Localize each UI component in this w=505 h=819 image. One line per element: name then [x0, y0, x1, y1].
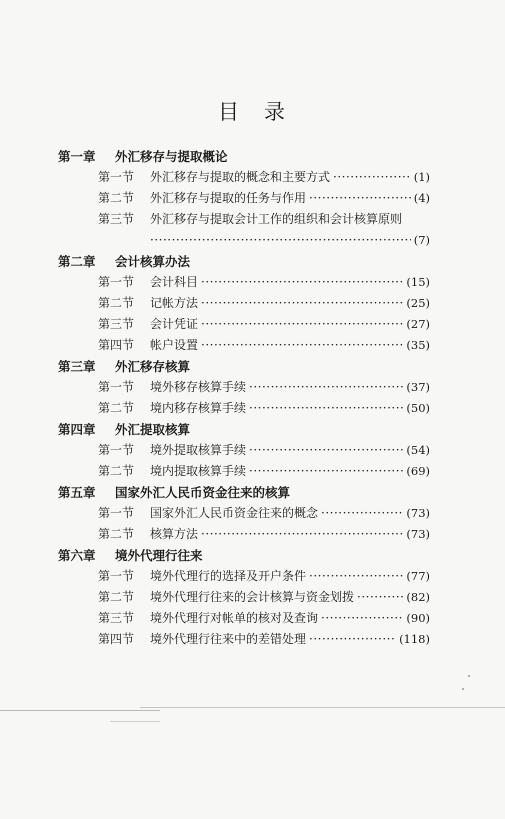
- scan-speck: [462, 688, 464, 690]
- section-number: 第一节: [98, 506, 135, 520]
- toc-entry: [58, 398, 430, 419]
- section-title: 国家外汇人民币资金往来的概念: [150, 506, 319, 520]
- chapter-number: 第三章: [58, 359, 96, 374]
- section-title: 帐户设置: [150, 338, 199, 352]
- section-number: 第一节: [98, 275, 135, 289]
- section-title: 会计科目: [150, 275, 199, 289]
- toc-entry: [58, 524, 430, 545]
- section-number: 第二节: [98, 464, 135, 478]
- table-of-contents: [58, 146, 430, 650]
- page-number: (15): [406, 275, 430, 289]
- page-number: (25): [406, 296, 430, 310]
- toc-entry: [58, 209, 430, 230]
- section-number: 第二节: [98, 401, 135, 415]
- section-number: 第二节: [98, 527, 135, 541]
- page-number: (77): [406, 569, 430, 583]
- toc-entry: [58, 461, 430, 482]
- section-title: 境外移存核算手续: [150, 380, 247, 394]
- page-number: (37): [406, 380, 430, 394]
- page-number: (73): [406, 527, 430, 541]
- section-number: 第二节: [98, 191, 135, 205]
- page-number: (73): [406, 506, 430, 520]
- dot-leader: [309, 629, 396, 650]
- chapter-number: 第二章: [58, 254, 96, 269]
- section-number: 第三节: [98, 317, 135, 331]
- chapter-title: 外汇移存核算: [115, 359, 191, 374]
- toc-entry: [58, 167, 430, 188]
- bottom-rule: [110, 721, 160, 722]
- page-number: (4): [413, 191, 430, 205]
- chapter-title: 国家外汇人民币资金往来的核算: [115, 485, 291, 500]
- toc-entry: [58, 335, 430, 356]
- toc-entry: [58, 272, 430, 293]
- page-number: (50): [406, 401, 430, 415]
- dot-leader: [201, 335, 403, 356]
- section-title: 记帐方法: [150, 296, 199, 310]
- dot-leader: [309, 188, 411, 209]
- dot-leader: [249, 377, 403, 398]
- chapter-heading: [58, 482, 430, 503]
- scan-speck: [468, 675, 470, 677]
- chapter-title: 外汇移存与提取概论: [115, 149, 228, 164]
- dot-leader: [249, 398, 403, 419]
- page-number: (82): [406, 590, 430, 604]
- chapter-heading: [58, 419, 430, 440]
- section-title: 核算方法: [150, 527, 199, 541]
- chapter-number: 第一章: [58, 149, 96, 164]
- section-title: 境外代理行往来的会计核算与资金划拨: [150, 590, 355, 604]
- section-title: 会计凭证: [150, 317, 199, 331]
- section-title: 外汇移存与提取会计工作的组织和会计核算原则: [150, 212, 403, 226]
- section-title: 境外代理行对帐单的核对及查询: [150, 611, 319, 625]
- dot-leader: [201, 524, 403, 545]
- dot-leader: [201, 314, 403, 335]
- toc-entry: [58, 503, 430, 524]
- section-title: 境外代理行往来中的差错处理: [150, 632, 307, 646]
- section-title: 境内移存核算手续: [150, 401, 247, 415]
- chapter-heading: [58, 356, 430, 377]
- section-number: 第三节: [98, 611, 135, 625]
- chapter-title: 会计核算办法: [115, 254, 191, 269]
- chapter-title: 外汇提取核算: [115, 422, 191, 437]
- section-title: 外汇移存与提取的概念和主要方式: [150, 170, 331, 184]
- toc-entry: [58, 314, 430, 335]
- section-title: 境外提取核算手续: [150, 443, 247, 457]
- chapter-heading: [58, 251, 430, 272]
- page-number: (35): [406, 338, 430, 352]
- page-number: (90): [406, 611, 430, 625]
- section-number: 第一节: [98, 380, 135, 394]
- dot-leader: [201, 272, 403, 293]
- section-number: 第四节: [98, 338, 135, 352]
- chapter-title: 境外代理行往来: [115, 548, 203, 563]
- dot-leader: [333, 167, 411, 188]
- page-number: (7): [413, 233, 430, 247]
- section-number: 第一节: [98, 569, 135, 583]
- page-number: (27): [406, 317, 430, 331]
- chapter-heading: [58, 146, 430, 167]
- section-title: 外汇移存与提取的任务与作用: [150, 191, 307, 205]
- toc-entry: [58, 629, 430, 650]
- dot-leader: [201, 293, 403, 314]
- section-number: 第一节: [98, 443, 135, 457]
- page-number: (69): [406, 464, 430, 478]
- dot-leader: [321, 608, 403, 629]
- section-title: 境外代理行的选择及开户条件: [150, 569, 307, 583]
- section-number: 第三节: [98, 212, 135, 226]
- section-title: 境内提取核算手续: [150, 464, 247, 478]
- toc-entry: [58, 587, 430, 608]
- bottom-rule: [0, 710, 160, 711]
- toc-entry: [58, 608, 430, 629]
- chapter-number: 第五章: [58, 485, 96, 500]
- bottom-rule: [140, 707, 505, 708]
- page-number: (1): [413, 170, 430, 184]
- page-number: (54): [406, 443, 430, 457]
- dot-leader: [249, 440, 403, 461]
- section-number: 第一节: [98, 170, 135, 184]
- page-number: (118): [399, 632, 430, 646]
- chapter-heading: [58, 545, 430, 566]
- section-number: 第四节: [98, 632, 135, 646]
- chapter-number: 第四章: [58, 422, 96, 437]
- toc-entry: [58, 293, 430, 314]
- dot-leader: [357, 587, 403, 608]
- toc-entry: [58, 440, 430, 461]
- toc-entry: [58, 188, 430, 209]
- dot-leader: [321, 503, 403, 524]
- toc-entry-continuation: [58, 230, 430, 251]
- dot-leader: [249, 461, 403, 482]
- toc-entry: [58, 377, 430, 398]
- section-number: 第二节: [98, 590, 135, 604]
- toc-entry: [58, 566, 430, 587]
- page-title: 目 录: [218, 100, 287, 124]
- dot-leader: [150, 230, 411, 251]
- chapter-number: 第六章: [58, 548, 96, 563]
- section-number: 第二节: [98, 296, 135, 310]
- dot-leader: [309, 566, 403, 587]
